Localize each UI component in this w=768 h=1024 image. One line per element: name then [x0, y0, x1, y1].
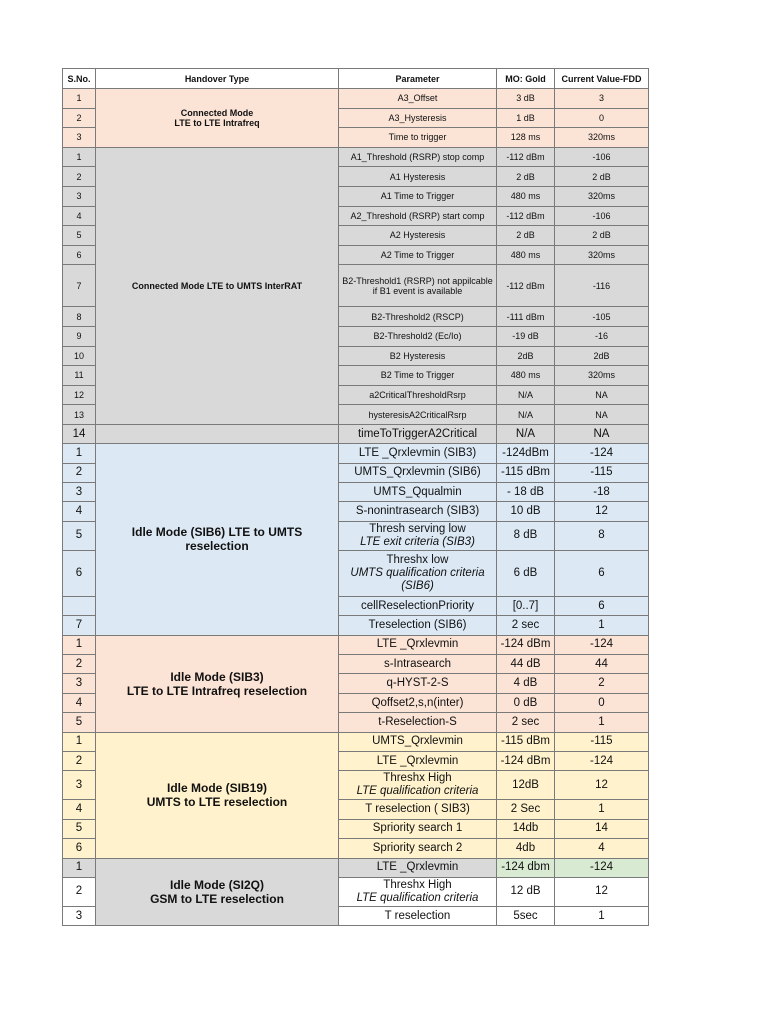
param-main: Threshx High: [383, 772, 452, 785]
row-sno: 3: [63, 674, 96, 693]
row-parameter: [339, 521, 497, 550]
row-sno: 2: [63, 108, 96, 128]
row-sno: 1: [63, 147, 96, 167]
row-parameter: LTE _Qrxlevmin: [339, 858, 497, 877]
row-mo-gold: -111 dBm: [497, 307, 555, 327]
table-row: [63, 732, 649, 751]
row-sno: 1: [63, 444, 96, 463]
row-current-value: NA: [555, 405, 649, 425]
row-mo-gold: -112 dBm: [497, 265, 555, 307]
row-current-value: 1: [555, 713, 649, 732]
row-mo-gold: -112 dBm: [497, 147, 555, 167]
row-mo-gold: 12dB: [497, 771, 555, 800]
row-current-value: -115: [555, 463, 649, 482]
handover-type-cell: Idle Mode (SIB6) LTE to UMTS reselection: [96, 444, 339, 635]
row-mo-gold: N/A: [497, 405, 555, 425]
row-mo-gold: 12 dB: [497, 877, 555, 906]
row-mo-gold: 3 dB: [497, 89, 555, 109]
header-sno: S.No.: [63, 69, 96, 89]
row-mo-gold: N/A: [497, 424, 555, 443]
row-mo-gold: 2 sec: [497, 616, 555, 635]
row-mo-gold: -115 dBm: [497, 732, 555, 751]
row-current-value: -124: [555, 635, 649, 654]
row-parameter: a2CriticalThresholdRsrp: [339, 385, 497, 405]
row-parameter: LTE _Qrxlevmin: [339, 635, 497, 654]
row-sno: 1: [63, 635, 96, 654]
row-current-value: 14: [555, 819, 649, 838]
handover-parameters-table: [62, 68, 649, 926]
row-current-value: 6: [555, 550, 649, 596]
row-current-value: -116: [555, 265, 649, 307]
param-subtitle: LTE qualification criteria: [356, 891, 479, 904]
param-main: Threshx High: [383, 878, 452, 891]
row-current-value: -18: [555, 483, 649, 502]
row-mo-gold: 2 Sec: [497, 800, 555, 819]
row-sno: 2: [63, 167, 96, 187]
row-current-value: 1: [555, 906, 649, 925]
row-current-value: 12: [555, 502, 649, 521]
handover-type-cell-empty: [96, 424, 339, 443]
handover-type-cell: Connected Mode LTE to UMTS InterRAT: [96, 147, 339, 424]
row-current-value: -16: [555, 326, 649, 346]
row-sno: 9: [63, 326, 96, 346]
row-sno: 7: [63, 265, 96, 307]
handover-type-cell: Idle Mode (SI2Q) GSM to LTE reselection: [96, 858, 339, 926]
table-row: [63, 858, 649, 877]
header-current-value: Current Value-FDD: [555, 69, 649, 89]
header-parameter: Parameter: [339, 69, 497, 89]
handover-type-cell: Idle Mode (SIB19) UMTS to LTE reselection: [96, 732, 339, 858]
row-parameter: q-HYST-2-S: [339, 674, 497, 693]
row-parameter: UMTS_Qqualmin: [339, 483, 497, 502]
row-sno: 6: [63, 245, 96, 265]
row-parameter: S-nonintrasearch (SIB3): [339, 502, 497, 521]
row-current-value: 320ms: [555, 366, 649, 386]
row-mo-gold: -115 dBm: [497, 463, 555, 482]
row-sno: 3: [63, 771, 96, 800]
row-sno: 6: [63, 550, 96, 596]
row-parameter: hysteresisA2CriticalRsrp: [339, 405, 497, 425]
row-sno: 4: [63, 206, 96, 226]
row-mo-gold: 2 dB: [497, 167, 555, 187]
row-parameter: UMTS_Qrxlevmin: [339, 732, 497, 751]
row-current-value: 320ms: [555, 128, 649, 148]
row-current-value: 320ms: [555, 245, 649, 265]
row-sno: 2: [63, 877, 96, 906]
row-sno: 5: [63, 713, 96, 732]
row-sno: 1: [63, 858, 96, 877]
row-parameter: Qoffset2,s,n(inter): [339, 693, 497, 712]
row-parameter: [339, 877, 497, 906]
row-parameter: [339, 771, 497, 800]
row-sno: 13: [63, 405, 96, 425]
row-current-value: 4: [555, 839, 649, 858]
row-parameter: B2-Threshold2 (RSCP): [339, 307, 497, 327]
row-mo-gold: 1 dB: [497, 108, 555, 128]
header-handover-type: Handover Type: [96, 69, 339, 89]
row-parameter: timeToTriggerA2Critical: [339, 424, 497, 443]
row-parameter: A1 Hysteresis: [339, 167, 497, 187]
row-sno: 5: [63, 521, 96, 550]
row-parameter: Treselection (SIB6): [339, 616, 497, 635]
row-parameter: B2-Threshold1 (RSRP) not appilcable if B1 event is available: [339, 265, 497, 307]
row-parameter: [339, 550, 497, 596]
row-parameter: T reselection ( SIB3): [339, 800, 497, 819]
row-current-value: 2dB: [555, 346, 649, 366]
row-parameter: LTE _Qrxlevmin: [339, 751, 497, 770]
row-mo-gold: 4db: [497, 839, 555, 858]
row-sno: 1: [63, 732, 96, 751]
row-sno: 2: [63, 463, 96, 482]
table-row: [63, 444, 649, 463]
header-mo-gold: MO: Gold: [497, 69, 555, 89]
row-sno: 8: [63, 307, 96, 327]
row-mo-gold: -124dBm: [497, 444, 555, 463]
table-row: [63, 89, 649, 109]
table-row: [63, 147, 649, 167]
row-mo-gold: 8 dB: [497, 521, 555, 550]
row-mo-gold: 4 dB: [497, 674, 555, 693]
row-mo-gold: N/A: [497, 385, 555, 405]
row-current-value: -124: [555, 751, 649, 770]
row-parameter: A3_Offset: [339, 89, 497, 109]
row-parameter: B2-Threshold2 (Ec/Io): [339, 326, 497, 346]
row-parameter: A1 Time to Trigger: [339, 186, 497, 206]
row-sno: 10: [63, 346, 96, 366]
row-mo-gold: -124 dbm: [497, 858, 555, 877]
row-current-value: 2 dB: [555, 226, 649, 246]
row-mo-gold: 0 dB: [497, 693, 555, 712]
row-parameter: B2 Time to Trigger: [339, 366, 497, 386]
table-row: [63, 635, 649, 654]
row-current-value: 44: [555, 655, 649, 674]
row-mo-gold: 14db: [497, 819, 555, 838]
row-parameter: T reselection: [339, 906, 497, 925]
row-current-value: 12: [555, 771, 649, 800]
param-subtitle: UMTS qualification criteria (SIB6): [350, 566, 485, 592]
row-sno: 3: [63, 186, 96, 206]
row-current-value: 2 dB: [555, 167, 649, 187]
row-mo-gold: 10 dB: [497, 502, 555, 521]
row-sno: 2: [63, 751, 96, 770]
row-parameter: UMTS_Qrxlevmin (SIB6): [339, 463, 497, 482]
param-subtitle: LTE qualification criteria: [356, 785, 479, 798]
row-parameter: Spriority search 2: [339, 839, 497, 858]
row-sno: 3: [63, 483, 96, 502]
row-mo-gold: 2dB: [497, 346, 555, 366]
row-sno: 7: [63, 616, 96, 635]
row-parameter: LTE _Qrxlevmin (SIB3): [339, 444, 497, 463]
row-sno: 4: [63, 800, 96, 819]
handover-type-cell: Connected Mode LTE to LTE Intrafreq: [96, 89, 339, 148]
row-sno: 4: [63, 502, 96, 521]
row-current-value: -115: [555, 732, 649, 751]
row-current-value: 8: [555, 521, 649, 550]
row-sno: 6: [63, 839, 96, 858]
param-main: Thresh serving low: [369, 522, 466, 535]
row-current-value: 0: [555, 108, 649, 128]
row-parameter: A1_Threshold (RSRP) stop comp: [339, 147, 497, 167]
handover-type-cell: Idle Mode (SIB3) LTE to LTE Intrafreq reselection: [96, 635, 339, 732]
row-current-value: 6: [555, 596, 649, 615]
row-mo-gold: 480 ms: [497, 366, 555, 386]
row-current-value: 2: [555, 674, 649, 693]
row-parameter: cellReselectionPriority: [339, 596, 497, 615]
row-mo-gold: -124 dBm: [497, 751, 555, 770]
row-current-value: -106: [555, 206, 649, 226]
row-current-value: NA: [555, 385, 649, 405]
row-sno: 14: [63, 424, 96, 443]
table-row: [63, 424, 649, 443]
row-parameter: B2 Hysteresis: [339, 346, 497, 366]
row-current-value: -124: [555, 444, 649, 463]
row-current-value: -105: [555, 307, 649, 327]
row-sno: 3: [63, 128, 96, 148]
row-parameter: A2 Hysteresis: [339, 226, 497, 246]
row-sno: 5: [63, 226, 96, 246]
row-sno: 5: [63, 819, 96, 838]
row-current-value: -106: [555, 147, 649, 167]
row-parameter: Spriority search 1: [339, 819, 497, 838]
row-current-value: 1: [555, 800, 649, 819]
table-header-row: [63, 69, 649, 89]
row-sno: 2: [63, 655, 96, 674]
row-parameter: s-Intrasearch: [339, 655, 497, 674]
row-parameter: A3_Hysteresis: [339, 108, 497, 128]
row-current-value: 320ms: [555, 186, 649, 206]
row-sno: 3: [63, 906, 96, 925]
param-main: Threshx low: [386, 553, 449, 566]
row-parameter: t-Reselection-S: [339, 713, 497, 732]
row-parameter: Time to trigger: [339, 128, 497, 148]
row-mo-gold: -112 dBm: [497, 206, 555, 226]
row-mo-gold: -19 dB: [497, 326, 555, 346]
row-mo-gold: 5sec: [497, 906, 555, 925]
row-sno: 4: [63, 693, 96, 712]
row-mo-gold: 6 dB: [497, 550, 555, 596]
row-sno: 1: [63, 89, 96, 109]
row-parameter: A2_Threshold (RSRP) start comp: [339, 206, 497, 226]
row-mo-gold: 480 ms: [497, 186, 555, 206]
row-mo-gold: 2 sec: [497, 713, 555, 732]
row-current-value: NA: [555, 424, 649, 443]
row-mo-gold: -124 dBm: [497, 635, 555, 654]
row-current-value: 0: [555, 693, 649, 712]
row-current-value: 12: [555, 877, 649, 906]
param-subtitle: LTE exit criteria (SIB3): [360, 535, 475, 548]
row-mo-gold: 2 dB: [497, 226, 555, 246]
row-mo-gold: 480 ms: [497, 245, 555, 265]
row-current-value: -124: [555, 858, 649, 877]
row-mo-gold: 44 dB: [497, 655, 555, 674]
row-sno: 11: [63, 366, 96, 386]
row-mo-gold: 128 ms: [497, 128, 555, 148]
row-current-value: 3: [555, 89, 649, 109]
row-sno: 12: [63, 385, 96, 405]
row-mo-gold: - 18 dB: [497, 483, 555, 502]
row-parameter: A2 Time to Trigger: [339, 245, 497, 265]
row-sno: [63, 596, 96, 615]
row-current-value: 1: [555, 616, 649, 635]
row-mo-gold: [0..7]: [497, 596, 555, 615]
